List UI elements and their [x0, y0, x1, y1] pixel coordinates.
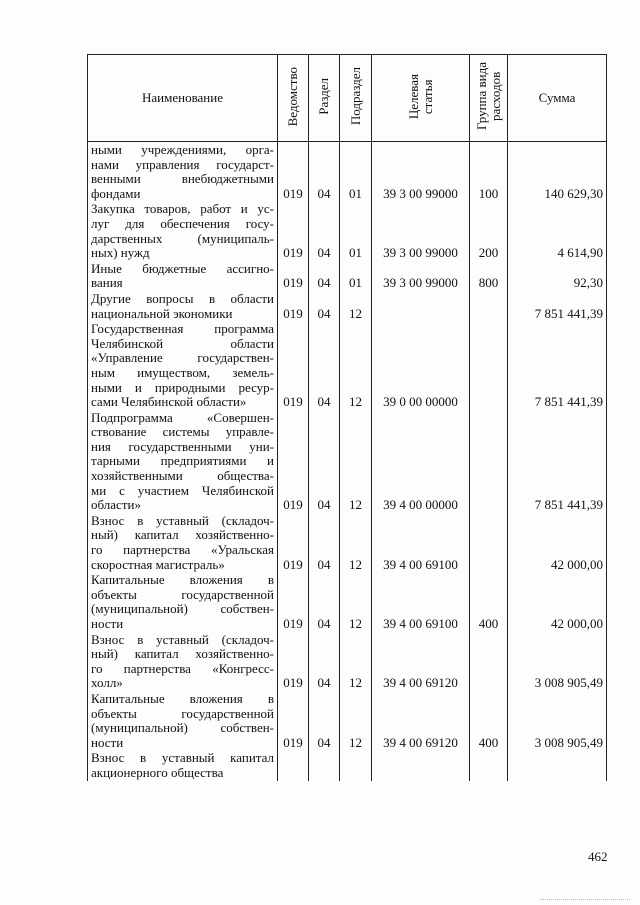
budget-table — [87, 54, 607, 781]
cell-podrazd: 12 — [340, 513, 372, 572]
cell-ved: 019 — [278, 513, 309, 572]
cell-razd: 04 — [309, 291, 340, 321]
cell-sum: 3 008 905,49 — [508, 632, 607, 691]
cell-name-line: ных) нужд — [91, 245, 150, 261]
table-row — [88, 410, 607, 513]
cell-cel: 39 4 00 69120 — [372, 632, 470, 691]
page-number: 462 — [588, 849, 608, 864]
table-row — [88, 321, 607, 410]
cell-ved: 019 — [278, 142, 309, 202]
table-row — [88, 572, 607, 631]
cell-name-line: ный) капитал хозяйственно- — [91, 646, 274, 662]
cell-sum: 3 008 905,49 — [508, 691, 607, 750]
cell-name-line: ными и природными ресур- — [91, 379, 274, 395]
cell-podrazd — [340, 750, 372, 780]
table-row — [88, 632, 607, 691]
cell-name — [88, 750, 278, 780]
header-grp-label — [475, 62, 503, 130]
cell-name-line: сами Челябинской области» — [91, 394, 247, 410]
table-row — [88, 261, 607, 291]
cell-name-line: ности — [91, 734, 124, 750]
cell-name — [88, 513, 278, 572]
cell-podrazd: 12 — [340, 410, 372, 513]
cell-name-line: скоростная магистраль» — [91, 556, 225, 572]
cell-name-line: нами управления государст- — [91, 156, 274, 172]
cell-name — [88, 291, 278, 321]
cell-ved: 019 — [278, 572, 309, 631]
cell-name-line: холл» — [91, 675, 123, 691]
cell-ved: 019 — [278, 691, 309, 750]
cell-name-line: ный) капитал хозяйственно- — [91, 527, 274, 543]
header-grp — [470, 55, 508, 142]
header-name — [88, 55, 278, 142]
cell-podrazd: 12 — [340, 291, 372, 321]
cell-grp — [470, 291, 508, 321]
header-sum-label: Сумма — [538, 89, 576, 105]
cell-cel: 39 3 00 99000 — [372, 142, 470, 202]
header-grp-line-1: Группа вида — [473, 62, 489, 131]
cell-razd — [309, 750, 340, 780]
cell-name-line: венными внебюджетными — [91, 171, 274, 187]
cell-cel: 39 3 00 99000 — [372, 201, 470, 260]
cell-name-line: акционерного общества — [91, 764, 224, 780]
cell-ved: 019 — [278, 632, 309, 691]
cell-cel: 39 4 00 69100 — [372, 572, 470, 631]
cell-razd: 04 — [309, 201, 340, 260]
cell-grp: 800 — [470, 261, 508, 291]
cell-name-line: Взнос в уставный (складоч- — [91, 631, 274, 647]
cell-sum: 7 851 441,39 — [508, 291, 607, 321]
cell-name-line: (муниципальной) собствен- — [91, 720, 274, 736]
header-cel-line-1: Целевая — [405, 73, 421, 119]
cell-sum: 140 629,30 — [508, 142, 607, 202]
table-row — [88, 691, 607, 750]
cell-name-line: «Управление государствен- — [91, 350, 274, 366]
cell-podrazd: 01 — [340, 142, 372, 202]
cell-cel — [372, 291, 470, 321]
cell-cel: 39 4 00 69120 — [372, 691, 470, 750]
cell-name-line: Закупка товаров, работ и ус- — [91, 201, 274, 217]
cell-name — [88, 410, 278, 513]
cell-name-line: хозяйственными общества- — [91, 468, 274, 484]
cell-name-line: Подпрограмма «Совершен- — [91, 409, 274, 425]
cell-name-line: Иные бюджетные ассигно- — [91, 260, 274, 276]
cell-name-line: го партнерства «Конгресс- — [91, 660, 274, 676]
cell-name-line: го партнерства «Уральская — [91, 542, 274, 558]
cell-razd: 04 — [309, 261, 340, 291]
cell-cel: 39 0 00 00000 — [372, 321, 470, 410]
cell-razd: 04 — [309, 321, 340, 410]
cell-sum: 7 851 441,39 — [508, 321, 607, 410]
cell-name-line: тарными предприятиями и — [91, 453, 274, 469]
cell-ved: 019 — [278, 201, 309, 260]
cell-name-line: Другие вопросы в области — [91, 290, 274, 306]
cell-name-line: (муниципальной) собствен- — [91, 601, 274, 617]
cell-name-line: области» — [91, 497, 141, 513]
header-razd — [309, 55, 340, 142]
cell-grp: 400 — [470, 572, 508, 631]
cell-cel: 39 3 00 99000 — [372, 261, 470, 291]
cell-podrazd: 01 — [340, 201, 372, 260]
cell-grp — [470, 410, 508, 513]
cell-name-line: ми с участием Челябинской — [91, 482, 274, 498]
cell-name-line: ным имуществом, земель- — [91, 364, 274, 380]
cell-ved: 019 — [278, 291, 309, 321]
header-name-label: Наименование — [142, 89, 223, 105]
cell-ved — [278, 750, 309, 780]
table-row — [88, 291, 607, 321]
cell-cel — [372, 750, 470, 780]
cell-name-line: ствование системы управле- — [91, 424, 274, 440]
cell-name-line: Взнос в уставный (складоч- — [91, 512, 274, 528]
cell-podrazd: 12 — [340, 632, 372, 691]
header-razd-label: Раздел — [316, 77, 331, 115]
table-row — [88, 201, 607, 260]
cell-podrazd: 12 — [340, 691, 372, 750]
cell-cel: 39 4 00 69100 — [372, 513, 470, 572]
cell-sum: 42 000,00 — [508, 572, 607, 631]
cell-sum: 7 851 441,39 — [508, 410, 607, 513]
cell-grp — [470, 513, 508, 572]
cell-razd: 04 — [309, 572, 340, 631]
cell-sum — [508, 750, 607, 780]
cell-grp: 100 — [470, 142, 508, 202]
header-ved — [278, 55, 309, 142]
cell-grp — [470, 750, 508, 780]
cell-name-line: дарственных (муниципаль- — [91, 230, 274, 246]
table-row — [88, 142, 607, 202]
cell-razd: 04 — [309, 513, 340, 572]
cell-razd: 04 — [309, 632, 340, 691]
cell-podrazd: 01 — [340, 261, 372, 291]
cell-name — [88, 321, 278, 410]
cell-ved: 019 — [278, 410, 309, 513]
cell-name — [88, 142, 278, 202]
cell-ved: 019 — [278, 261, 309, 291]
header-ved-label: Ведомство — [285, 66, 300, 126]
header-podrazd — [340, 55, 372, 142]
cell-razd: 04 — [309, 142, 340, 202]
cell-grp: 200 — [470, 201, 508, 260]
cell-grp — [470, 632, 508, 691]
cell-podrazd: 12 — [340, 321, 372, 410]
cell-name — [88, 691, 278, 750]
cell-name-line: объекты государственной — [91, 586, 274, 602]
footer-dotted-line — [540, 899, 630, 900]
cell-name-line: ния государственными уни- — [91, 438, 274, 454]
budget-table-body — [88, 142, 607, 781]
header-grp-line-2: расходов — [487, 71, 503, 121]
cell-cel: 39 4 00 00000 — [372, 410, 470, 513]
cell-name — [88, 201, 278, 260]
cell-grp — [470, 321, 508, 410]
table-row — [88, 513, 607, 572]
cell-grp: 400 — [470, 691, 508, 750]
cell-name — [88, 632, 278, 691]
cell-name-line: Государственная программа — [91, 321, 274, 337]
header-cel-label — [407, 74, 435, 119]
cell-name-line: ными учреждениями, орга- — [91, 142, 274, 157]
cell-name-line: вания — [91, 275, 123, 291]
cell-name-line: Капитальные вложения в — [91, 690, 274, 706]
cell-name-line: Капитальные вложения в — [91, 572, 274, 588]
cell-sum: 92,30 — [508, 261, 607, 291]
cell-name — [88, 572, 278, 631]
table-header-row — [88, 55, 607, 142]
cell-name-line: фондами — [91, 185, 141, 201]
cell-name-line: луг для обеспечения госу- — [91, 215, 274, 231]
cell-name-line: объекты государственной — [91, 705, 274, 721]
cell-sum: 4 614,90 — [508, 201, 607, 260]
header-sum — [508, 55, 607, 142]
table-row — [88, 750, 607, 780]
cell-razd: 04 — [309, 691, 340, 750]
header-podrazd-label: Подраздел — [347, 67, 363, 126]
cell-name-line: национальной экономики — [91, 305, 233, 321]
cell-sum: 42 000,00 — [508, 513, 607, 572]
cell-razd: 04 — [309, 410, 340, 513]
cell-name — [88, 261, 278, 291]
cell-podrazd: 12 — [340, 572, 372, 631]
cell-name-line: ности — [91, 616, 124, 631]
header-cel — [372, 55, 470, 142]
header-cel-line-2: статья — [419, 78, 435, 114]
cell-ved: 019 — [278, 321, 309, 410]
cell-name-line: Взнос в уставный капитал — [91, 750, 274, 766]
cell-name-line: Челябинской области — [91, 335, 274, 351]
